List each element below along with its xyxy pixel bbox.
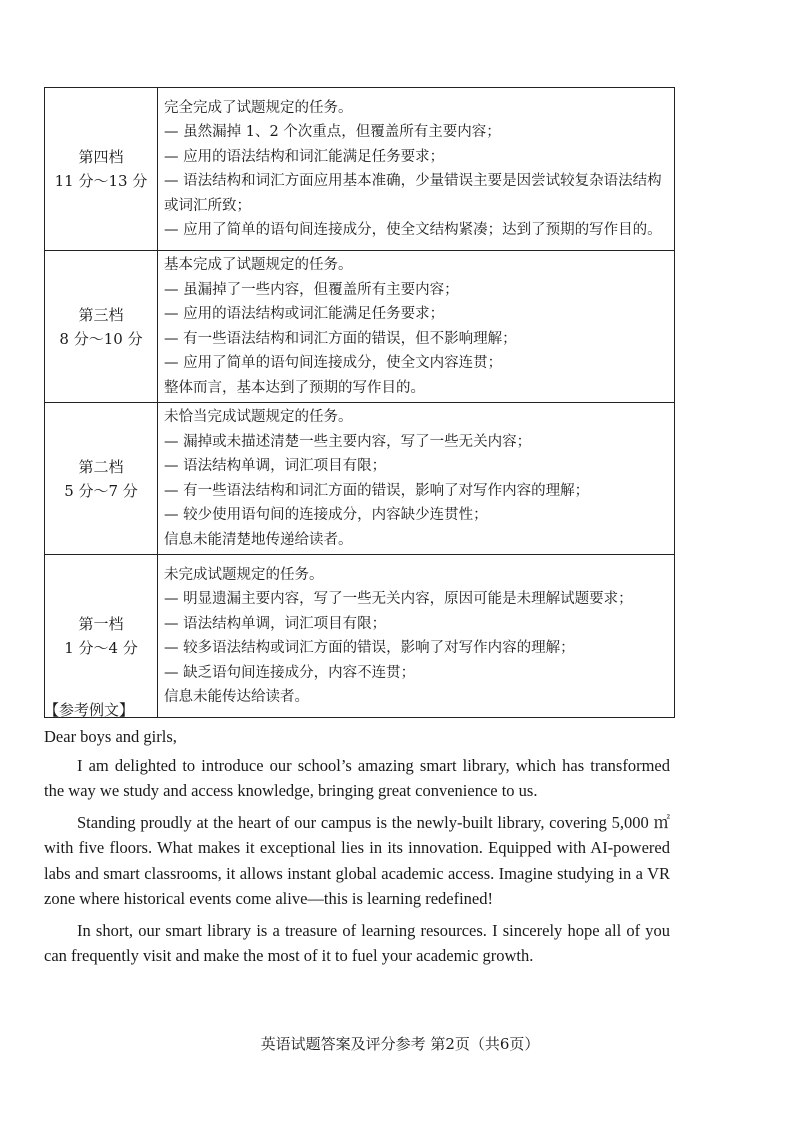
grade-level-cell [45, 403, 158, 555]
description-line: — 应用的语法结构和词汇能满足任务要求； [164, 148, 445, 165]
description-line: 信息未能传达给读者。 [164, 689, 309, 705]
grade-description-cell [158, 88, 675, 251]
grade-name: 第三档 [78, 305, 124, 324]
rubric-row [45, 555, 675, 718]
description-line: — 有一些语法结构和词汇方面的错误，影响了对写作内容的理解； [164, 482, 590, 499]
description-line: — 语法结构和词汇方面应用基本准确，少量错误主要是因尝试较复杂语法结构或词汇所致； [164, 173, 662, 214]
rubric-row [45, 88, 675, 251]
description-line: 整体而言，基本达到了预期的写作目的。 [164, 379, 425, 396]
essay-paragraph: In short, our smart library is a treasure of learning resources. I sincerely hope all of you can frequently visit and make the most of it to fuel your academic growth. [44, 920, 670, 965]
description-line: 完全完成了试题规定的任务。 [164, 99, 353, 116]
description-line: — 虽然漏掉 1、2 个次重点，但覆盖所有主要内容； [164, 124, 501, 140]
description-line: — 语法结构单调，词汇项目有限； [164, 458, 387, 474]
grade-name: 第一档 [78, 615, 124, 633]
rubric-row [45, 403, 675, 555]
grade-score-range: 8 分～10 分 [59, 329, 143, 348]
description-line: 信息未能清楚地传递给读者。 [164, 531, 353, 548]
grade-level-cell [45, 88, 158, 251]
rubric-row [45, 251, 675, 403]
reference-essay [44, 724, 670, 975]
essay-salutation: Dear boys and girls, [44, 727, 177, 746]
grade-name: 第四档 [78, 148, 124, 166]
description-line: — 应用了简单的语句间连接成分，使全文结构紧凑；达到了预期的写作目的。 [164, 222, 662, 238]
grade-score-range: 5 分～7 分 [64, 481, 138, 500]
scoring-rubric-table [44, 87, 675, 718]
grade-level-cell [45, 555, 158, 718]
grade-description-cell [158, 555, 675, 718]
essay-paragraph: Standing proudly at the heart of our campus is the newly-built library, covering 5,000 ㎡ with five floors. What makes it exceptional lies in its innovation. Equipped with AI-powered labs and smart classrooms, it allows instant global academic access. Imagine studying in a VR zone where historical events come alive—this is learning redefined! [44, 812, 670, 908]
description-line: 未恰当完成试题规定的任务。 [164, 409, 353, 425]
description-line: — 较少使用语句间的连接成分，内容缺少连贯性； [164, 507, 488, 523]
page-footer: 英语试题答案及评分参考 第2页（共6页） [260, 1035, 540, 1053]
grade-score-range: 11 分～13 分 [54, 172, 148, 190]
description-line: — 较多语法结构或词汇方面的错误，影响了对写作内容的理解； [164, 640, 575, 656]
grade-name: 第二档 [78, 457, 124, 476]
description-line: — 明显遗漏主要内容，写了一些无关内容，原因可能是未理解试题要求； [164, 591, 633, 607]
reference-essay-heading: 【参考例文】 [44, 701, 135, 719]
grade-description-cell [158, 251, 675, 403]
grade-level-cell [45, 251, 158, 403]
description-line: — 虽漏掉了一些内容，但覆盖所有主要内容； [164, 281, 459, 298]
description-line: 未完成试题规定的任务。 [164, 566, 324, 583]
description-line: — 应用了简单的语句间连接成分，使全文内容连贯； [164, 355, 503, 371]
grade-score-range: 1 分～4 分 [64, 639, 138, 657]
grade-description-cell [158, 403, 675, 555]
description-line: — 语法结构单调，词汇项目有限； [164, 615, 387, 632]
description-line: — 有一些语法结构和词汇方面的错误，但不影响理解； [164, 330, 517, 347]
essay-paragraph: I am delighted to introduce our school’s amazing smart library, which has transformed the way we study and access knowledge, bringing great convenience to us. [44, 755, 670, 800]
description-line: — 应用的语法结构或词汇能满足任务要求； [164, 306, 445, 322]
description-line: — 漏掉或未描述清楚一些主要内容，写了一些无关内容； [164, 433, 532, 450]
description-line: 基本完成了试题规定的任务。 [164, 257, 353, 273]
description-line: — 缺乏语句间连接成分，内容不连贯； [164, 664, 416, 681]
